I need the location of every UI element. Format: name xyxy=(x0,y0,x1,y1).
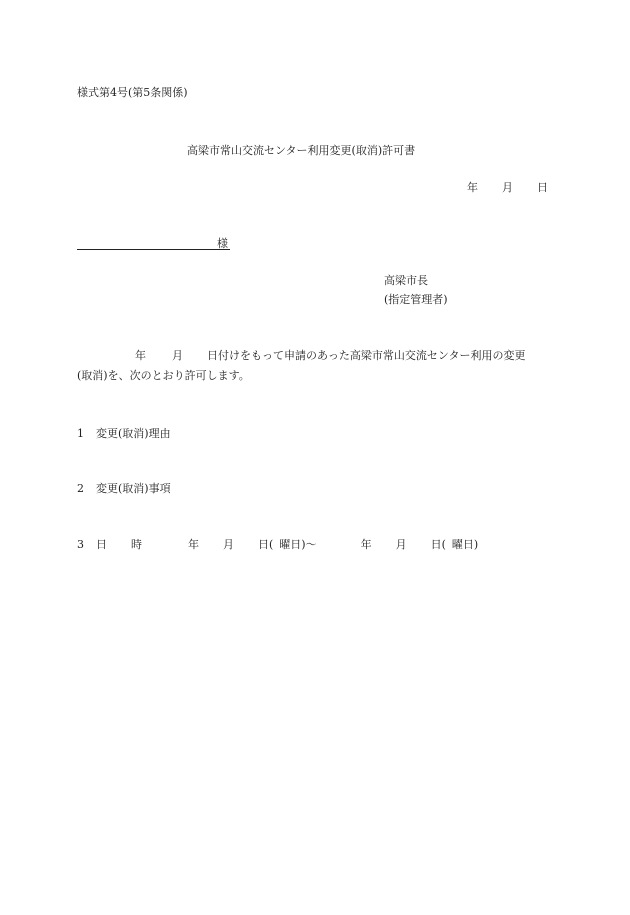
section-2-number: 2 xyxy=(77,482,84,495)
body-month: 月 xyxy=(172,349,183,362)
addressee-honorific: 様 xyxy=(217,237,228,250)
addressee-underline xyxy=(77,249,230,250)
section-3-label-b: 時 xyxy=(131,538,142,551)
date-month: 月 xyxy=(502,181,513,194)
section-3-month: 月 xyxy=(223,538,234,551)
body-text-line-2: (取消)を、次のとおり許可します。 xyxy=(77,369,250,382)
date-day: 日 xyxy=(537,181,548,194)
section-3 xyxy=(77,538,478,552)
issue-date xyxy=(467,181,548,195)
section-3-day-open-2: 日( xyxy=(430,538,446,551)
body-text-line-1 xyxy=(77,349,525,363)
section-3-month-2: 月 xyxy=(395,538,407,551)
section-1 xyxy=(77,427,171,441)
document-title: 高梁市常山交流センター利用変更(取消)許可書 xyxy=(187,144,416,157)
form-number: 様式第4号(第5条関係) xyxy=(77,86,188,99)
section-3-label-a: 日 xyxy=(96,538,107,551)
date-year: 年 xyxy=(467,181,478,194)
section-3-number: 3 xyxy=(77,538,84,551)
section-3-year-2: 年 xyxy=(360,538,372,551)
section-3-day-open: 日( xyxy=(258,538,274,551)
body-year: 年 xyxy=(135,349,146,362)
body-text-1: 日付けをもって申請のあった高梁市常山交流センター利用の変更 xyxy=(207,349,526,362)
section-2-label: 変更(取消)事項 xyxy=(96,482,171,495)
section-1-number: 1 xyxy=(77,427,84,440)
section-2 xyxy=(77,482,171,496)
section-3-year: 年 xyxy=(188,538,199,551)
issuer-title: 高梁市長 xyxy=(384,274,428,287)
section-1-label: 変更(取消)理由 xyxy=(96,427,171,440)
issuer-subtitle: (指定管理者) xyxy=(384,293,448,306)
section-3-weekday-close: 曜日) xyxy=(451,538,479,551)
section-3-weekday-tilde: 曜日)〜 xyxy=(279,538,317,551)
